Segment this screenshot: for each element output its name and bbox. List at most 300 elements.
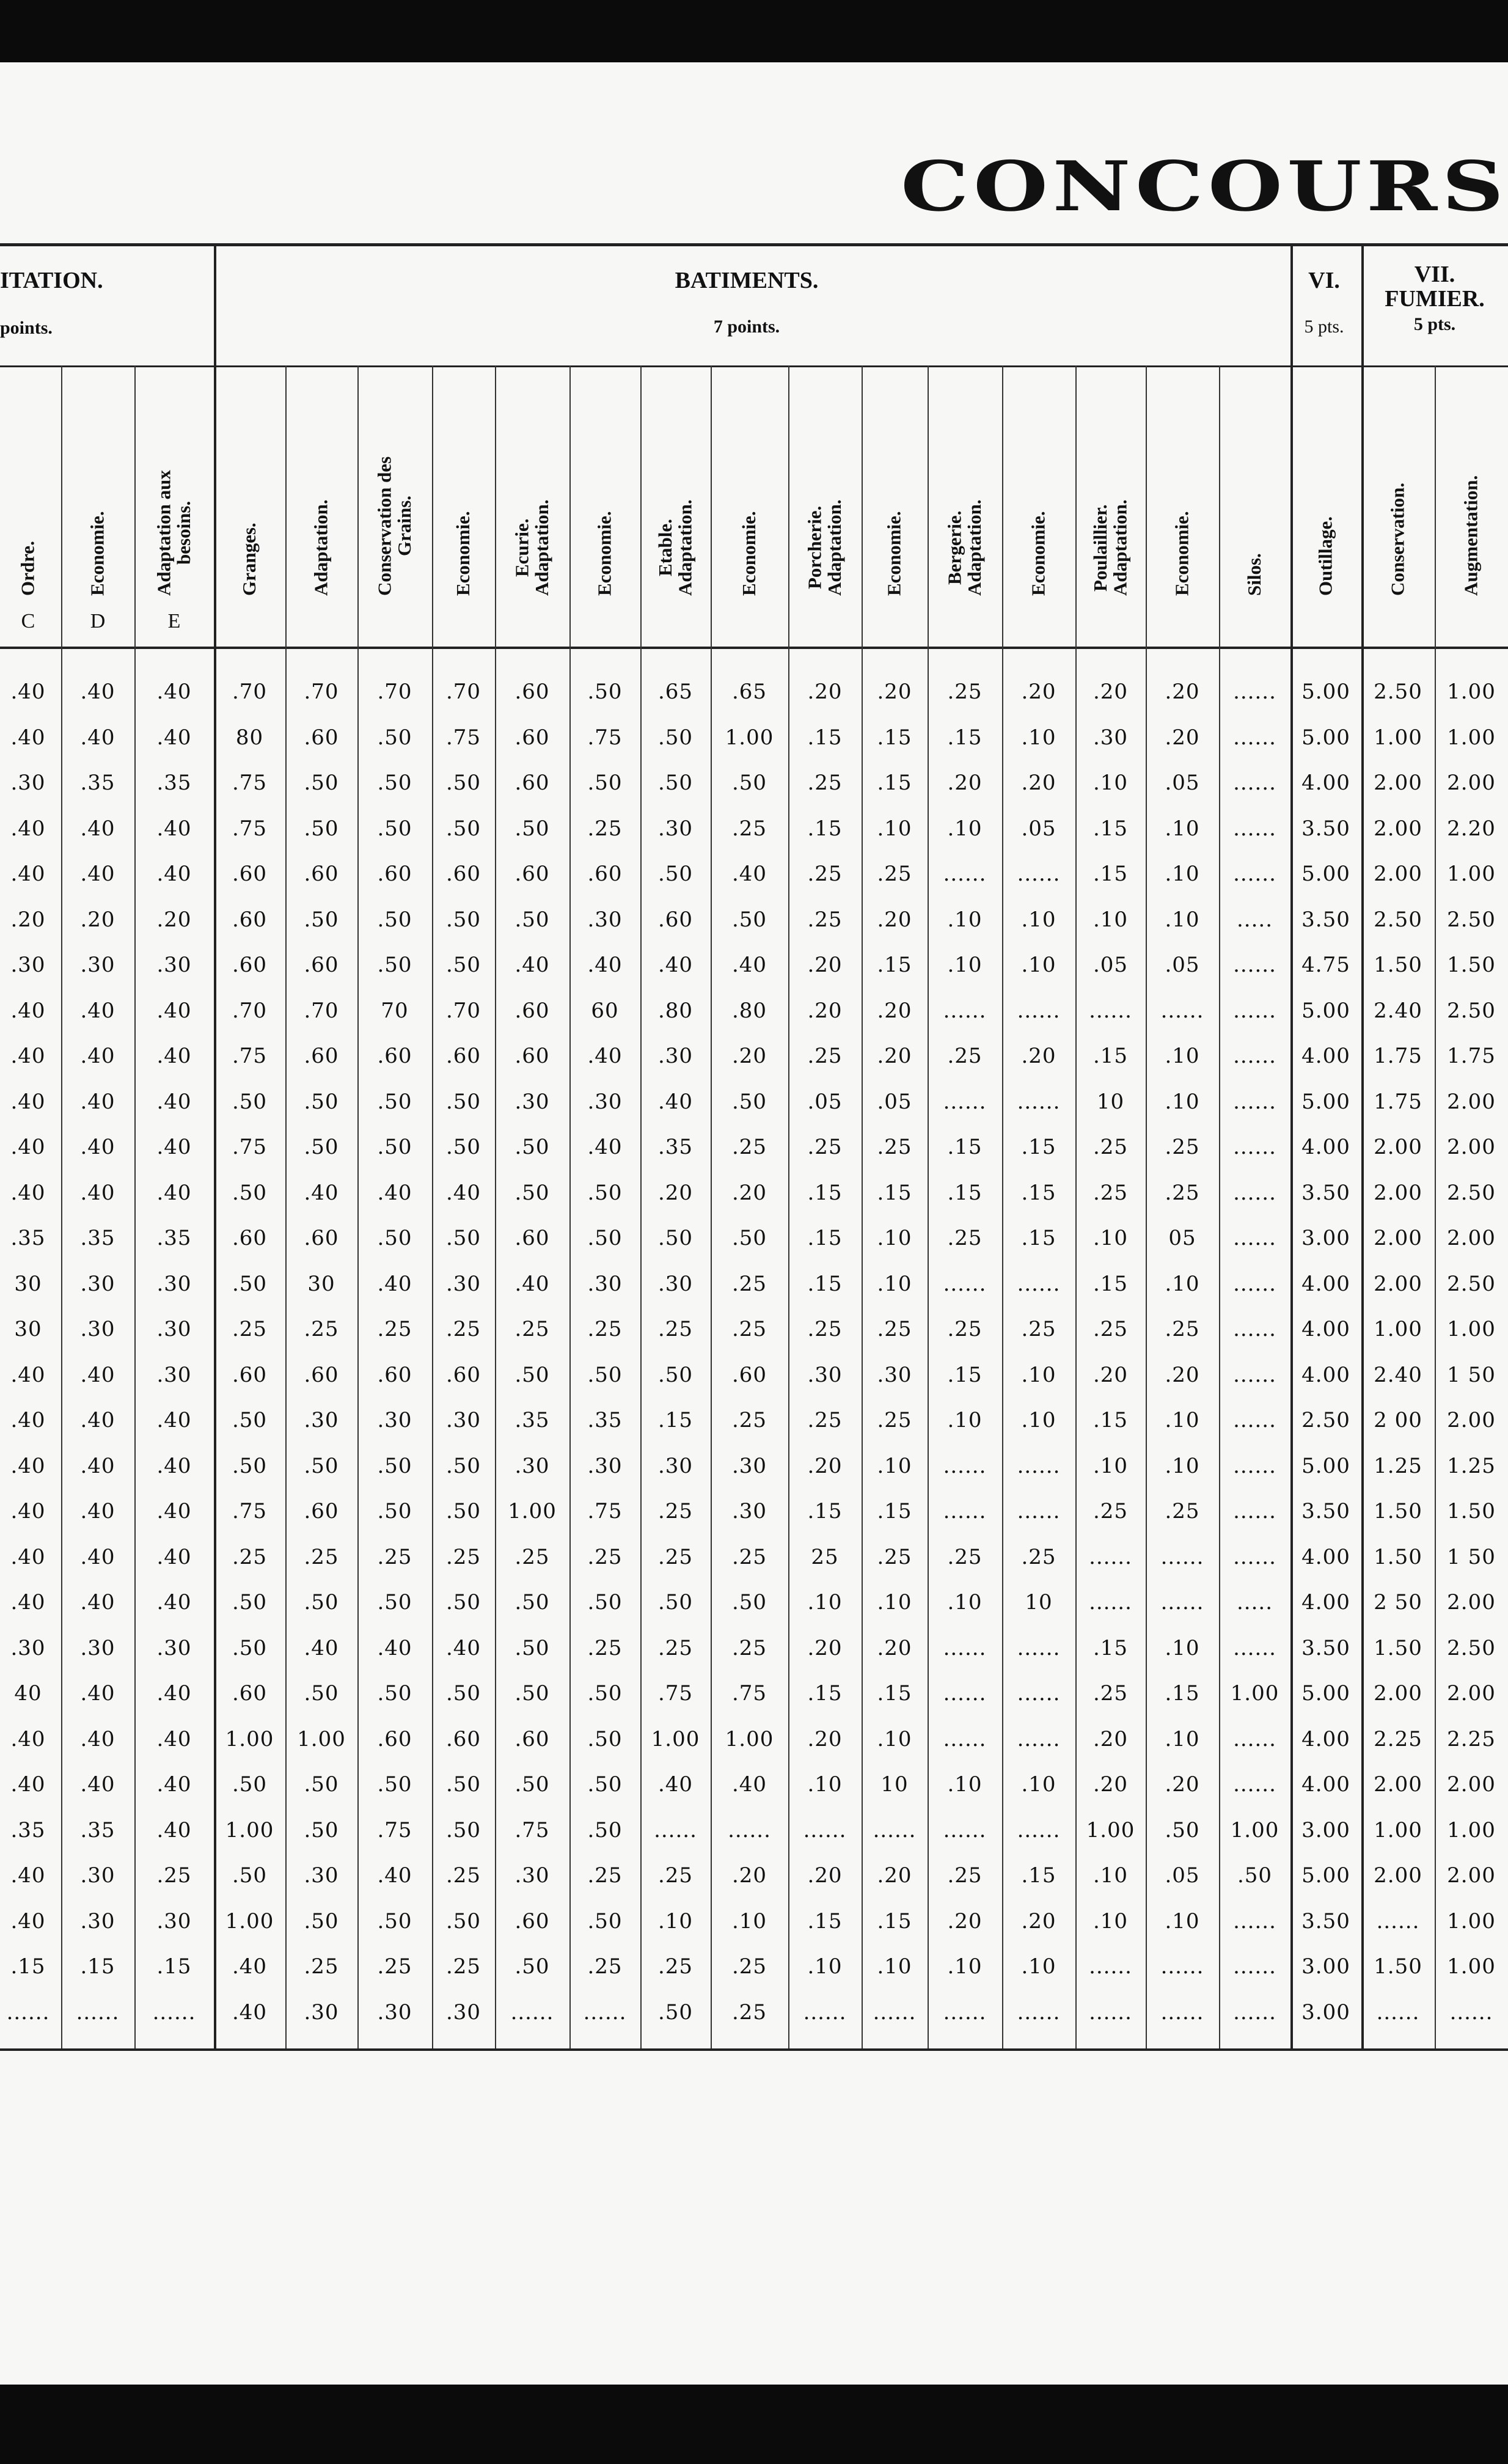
table-cell: 1.50: [1374, 1499, 1422, 1524]
table-cell: ......: [583, 2000, 627, 2025]
table-cell: 25: [811, 1544, 839, 1569]
table-cell: ......: [803, 1817, 847, 1843]
table-cell: 1.25: [1447, 1453, 1496, 1478]
table-cell: .60: [514, 998, 550, 1023]
table-cell: .40: [80, 1362, 115, 1387]
column-letter: C: [21, 610, 35, 632]
table-cell: 2.50: [1447, 907, 1496, 932]
table-cell: .30: [657, 816, 694, 841]
group-header-rule: [0, 365, 1508, 367]
table-cell: ......: [1089, 1544, 1132, 1569]
table-cell: .10: [1021, 1954, 1056, 1979]
table-cell: .10: [947, 1954, 983, 1979]
table-cell: .25: [377, 1954, 412, 1979]
table-cell: .30: [156, 1317, 192, 1341]
table-cell: .25: [1165, 1180, 1200, 1205]
table-cell: .40: [377, 1271, 412, 1296]
table-cell: 10: [1025, 1590, 1053, 1615]
column-header: Economie.: [738, 511, 760, 596]
table-cell: .10: [1021, 1408, 1056, 1432]
table-cell: ......: [1233, 680, 1276, 704]
table-cell: .15: [807, 1226, 843, 1250]
table-cell: .65: [657, 680, 694, 704]
table-cell: .60: [514, 1909, 550, 1934]
table-cell: 3.50: [1301, 907, 1350, 932]
table-cell: .30: [657, 1453, 694, 1478]
table-cell: ......: [943, 998, 987, 1023]
table-cell: .25: [514, 1317, 550, 1341]
table-cell: .40: [80, 1180, 115, 1205]
table-cell: .05: [1165, 771, 1200, 795]
table-cell: .20: [877, 1044, 912, 1068]
table-cell: .20: [1021, 1909, 1056, 1934]
table-cell: .10: [1021, 1772, 1056, 1797]
table-cell: 2.00: [1447, 1226, 1496, 1250]
table-cell: .60: [232, 907, 268, 932]
table-cell: 1.50: [1374, 1954, 1422, 1979]
table-cell: .50: [587, 1817, 623, 1843]
table-cell: .40: [10, 1362, 46, 1387]
table-cell: 2.20: [1447, 816, 1496, 841]
table-cell: 2.00: [1374, 862, 1422, 886]
table-cell: .50: [232, 1089, 268, 1114]
table-cell: .75: [232, 1135, 268, 1159]
table-cell: .25: [657, 1635, 694, 1660]
table-cell: 4.00: [1301, 1726, 1350, 1751]
table-cell: .50: [232, 1635, 268, 1660]
table-cell: .50: [445, 907, 481, 932]
table-cell: ......: [1160, 1544, 1204, 1569]
table-cell: .50: [514, 1590, 550, 1615]
table-cell: .50: [377, 953, 412, 977]
table-cell: 2.00: [1447, 1772, 1496, 1797]
table-cell: .30: [731, 1453, 767, 1478]
table-cell: 30: [14, 1317, 42, 1341]
table-bottom-rule: [0, 2048, 1508, 2051]
table-cell: .15: [1093, 1635, 1129, 1660]
table-cell: .50: [445, 1499, 481, 1524]
table-cell: 2.50: [1374, 907, 1422, 932]
table-cell: .25: [587, 1544, 623, 1569]
table-cell: .25: [947, 1317, 983, 1341]
table-cell: 2.25: [1374, 1726, 1422, 1751]
table-cell: 2.50: [1447, 1180, 1496, 1205]
table-cell: .40: [304, 1635, 339, 1660]
table-cell: .40: [232, 1954, 268, 1979]
column-header: Etable. Adaptation.: [654, 499, 696, 596]
table-cell: .15: [877, 1180, 912, 1205]
table-cell: .40: [80, 816, 115, 841]
top-black-border: [0, 0, 1508, 62]
table-cell: .30: [304, 1863, 339, 1888]
table-cell: .30: [445, 1408, 481, 1432]
table-cell: ......: [1449, 2000, 1493, 2025]
table-cell: .60: [304, 1044, 339, 1068]
table-cell: .25: [587, 1954, 623, 1979]
table-cell: .40: [10, 1408, 46, 1432]
table-cell: ......: [943, 1271, 987, 1296]
table-cell: 1.00: [1447, 862, 1496, 886]
column-header: Porcherie. Adaptation.: [803, 499, 845, 596]
table-cell: 4.00: [1301, 1362, 1350, 1387]
table-cell: 1.00: [1374, 1817, 1422, 1843]
table-cell: .30: [156, 1271, 192, 1296]
table-cell: .40: [731, 953, 767, 977]
table-cell: .10: [947, 816, 983, 841]
table-cell: .30: [514, 1863, 550, 1888]
table-cell: .25: [377, 1317, 412, 1341]
table-cell: ......: [1089, 2000, 1132, 2025]
table-cell: .50: [445, 816, 481, 841]
table-cell: .50: [304, 907, 339, 932]
table-cell: 1.75: [1374, 1044, 1422, 1068]
table-cell: .40: [10, 862, 46, 886]
table-cell: .40: [80, 1544, 115, 1569]
table-cell: ......: [1233, 1317, 1276, 1341]
table-cell: .15: [156, 1954, 192, 1979]
table-cell: ......: [1376, 1909, 1420, 1934]
table-cell: .10: [1093, 1453, 1129, 1478]
table-cell: .40: [731, 1772, 767, 1797]
table-cell: .35: [10, 1817, 46, 1843]
table-cell: .40: [377, 1863, 412, 1888]
table-cell: .40: [10, 1135, 46, 1159]
group-fumier-label: VII. FUMIER.: [1385, 262, 1485, 312]
table-cell: .25: [731, 1317, 767, 1341]
table-cell: .50: [587, 1226, 623, 1250]
table-cell: .05: [807, 1089, 843, 1114]
table-cell: .40: [80, 1772, 115, 1797]
table-cell: 1.00: [1447, 1954, 1496, 1979]
table-cell: .15: [947, 725, 983, 750]
table-cell: 2.00: [1374, 1863, 1422, 1888]
table-cell: .40: [80, 1453, 115, 1478]
table-cell: 40: [14, 1681, 42, 1706]
table-cell: .15: [807, 1271, 843, 1296]
table-cell: ......: [1233, 725, 1276, 750]
table-cell: 2.50: [1301, 1408, 1350, 1432]
table-cell: 10: [1096, 1089, 1125, 1114]
table-cell: .50: [377, 771, 412, 795]
table-cell: .15: [80, 1954, 115, 1979]
table-cell: .40: [587, 1044, 623, 1068]
table-cell: 2.00: [1447, 1408, 1496, 1432]
table-cell: ......: [1017, 1681, 1061, 1706]
table-cell: .20: [877, 1863, 912, 1888]
table-cell: .75: [232, 1044, 268, 1068]
table-cell: .15: [877, 953, 912, 977]
group-batiments-points: 7 points.: [713, 317, 780, 337]
table-cell: .60: [514, 1044, 550, 1068]
column-header: Economie.: [86, 511, 108, 596]
table-cell: .10: [1165, 907, 1200, 932]
table-cell: .25: [807, 907, 843, 932]
table-cell: ......: [1233, 1635, 1276, 1660]
table-cell: .40: [10, 1089, 46, 1114]
table-cell: 4.00: [1301, 1772, 1350, 1797]
table-cell: .30: [80, 1271, 115, 1296]
column-header: Ecurie. Adaptation.: [511, 499, 552, 596]
table-cell: .30: [377, 2000, 412, 2025]
table-cell: .70: [445, 680, 481, 704]
table-cell: ......: [1233, 1044, 1276, 1068]
table-cell: .75: [445, 725, 481, 750]
table-cell: ......: [1017, 1499, 1061, 1524]
table-cell: 2.00: [1374, 771, 1422, 795]
table-cell: ......: [1089, 1590, 1132, 1615]
table-cell: .75: [232, 816, 268, 841]
table-cell: .50: [232, 1772, 268, 1797]
table-cell: .25: [877, 1408, 912, 1432]
table-cell: .40: [587, 953, 623, 977]
table-cell: 1.00: [1230, 1817, 1279, 1843]
table-cell: .50: [304, 1772, 339, 1797]
table-cell: ......: [1233, 1089, 1276, 1114]
table-cell: .35: [156, 771, 192, 795]
table-cell: .50: [232, 1453, 268, 1478]
table-cell: .80: [731, 998, 767, 1023]
table-cell: .10: [807, 1772, 843, 1797]
table-cell: .50: [304, 1817, 339, 1843]
table-cell: .10: [947, 1408, 983, 1432]
table-cell: ......: [1233, 1499, 1276, 1524]
table-cell: .25: [947, 680, 983, 704]
table-cell: 1.00: [1374, 725, 1422, 750]
table-cell: ......: [1376, 2000, 1420, 2025]
table-cell: .50: [377, 1499, 412, 1524]
table-cell: 2.00: [1447, 1863, 1496, 1888]
table-cell: .15: [1021, 1863, 1056, 1888]
table-cell: 1 50: [1447, 1544, 1496, 1569]
table-cell: .25: [587, 1863, 623, 1888]
table-cell: 1.50: [1374, 1635, 1422, 1660]
table-cell: ......: [1017, 1453, 1061, 1478]
table-cell: .50: [587, 1909, 623, 1934]
table-cell: 3.50: [1301, 1909, 1350, 1934]
table-cell: .40: [156, 1817, 192, 1843]
table-cell: ......: [873, 2000, 917, 2025]
table-cell: 1.75: [1374, 1089, 1422, 1114]
table-cell: 3.50: [1301, 1635, 1350, 1660]
table-cell: .25: [1093, 1135, 1129, 1159]
table-cell: 3.50: [1301, 1499, 1350, 1524]
table-cell: 2.40: [1374, 1362, 1422, 1387]
table-cell: 4.00: [1301, 1135, 1350, 1159]
table-cell: .25: [731, 816, 767, 841]
table-cell: 1.75: [1447, 1044, 1496, 1068]
table-cell: .05: [1165, 953, 1200, 977]
table-cell: .30: [731, 1499, 767, 1524]
table-cell: .25: [807, 862, 843, 886]
table-cell: .40: [10, 1544, 46, 1569]
table-cell: .20: [156, 907, 192, 932]
table-cell: .10: [947, 907, 983, 932]
table-cell: .25: [731, 1271, 767, 1296]
table-cell: .40: [156, 1772, 192, 1797]
table-cell: ......: [1017, 2000, 1061, 2025]
column-header: Bergerie. Adaptation.: [943, 499, 985, 596]
table-cell: .25: [587, 1635, 623, 1660]
table-cell: .50: [731, 1226, 767, 1250]
table-cell: ......: [1160, 2000, 1204, 2025]
table-cell: ......: [1233, 1271, 1276, 1296]
table-cell: 1.50: [1374, 1544, 1422, 1569]
table-cell: .25: [1165, 1317, 1200, 1341]
table-cell: 1.00: [297, 1726, 346, 1751]
table-cell: .40: [10, 1772, 46, 1797]
table-cell: .20: [1021, 1044, 1056, 1068]
table-cell: .30: [657, 1044, 694, 1068]
table-cell: 1 50: [1447, 1362, 1496, 1387]
table-cell: .10: [731, 1909, 767, 1934]
table-cell: .20: [731, 1044, 767, 1068]
table-cell: .40: [156, 1453, 192, 1478]
table-cell: 3.00: [1301, 2000, 1350, 2025]
table-cell: .60: [445, 1726, 481, 1751]
table-cell: .50: [445, 771, 481, 795]
table-cell: .10: [1021, 725, 1056, 750]
table-cell: .20: [731, 1863, 767, 1888]
table-cell: ......: [1233, 1226, 1276, 1250]
table-cell: .25: [514, 1544, 550, 1569]
table-cell: .20: [877, 680, 912, 704]
table-cell: .20: [807, 998, 843, 1023]
table-cell: .....: [1236, 1590, 1273, 1615]
table-cell: .50: [304, 1590, 339, 1615]
table-cell: .30: [80, 1635, 115, 1660]
table-cell: ......: [1233, 1362, 1276, 1387]
column-header: Adaptation.: [310, 499, 332, 596]
table-cell: .30: [807, 1362, 843, 1387]
table-cell: 10: [880, 1772, 909, 1797]
table-cell: .50: [445, 1135, 481, 1159]
table-cell: .50: [514, 1954, 550, 1979]
table-cell: .50: [587, 1180, 623, 1205]
table-cell: .75: [232, 771, 268, 795]
table-cell: .10: [947, 1590, 983, 1615]
table-cell: .30: [514, 1089, 550, 1114]
table-cell: .30: [445, 2000, 481, 2025]
table-cell: ......: [1233, 953, 1276, 977]
table-cell: .50: [445, 1590, 481, 1615]
table-cell: .10: [1165, 816, 1200, 841]
table-cell: 1.00: [1374, 1317, 1422, 1341]
column-header: Economie.: [883, 511, 905, 596]
table-cell: 2.00: [1374, 1271, 1422, 1296]
table-cell: .10: [807, 1954, 843, 1979]
table-cell: .50: [657, 771, 694, 795]
table-cell: .40: [377, 1180, 412, 1205]
table-cell: .60: [657, 907, 694, 932]
table-cell: ......: [1160, 1954, 1204, 1979]
table-cell: .20: [877, 907, 912, 932]
table-cell: .10: [1093, 907, 1129, 932]
table-cell: .40: [156, 1499, 192, 1524]
table-cell: .40: [80, 680, 115, 704]
table-cell: .10: [947, 953, 983, 977]
table-cell: .50: [304, 1089, 339, 1114]
table-cell: .25: [1021, 1544, 1056, 1569]
table-cell: ......: [1089, 1954, 1132, 1979]
table-cell: 80: [235, 725, 264, 750]
table-cell: .20: [807, 953, 843, 977]
table-cell: 4.00: [1301, 1271, 1350, 1296]
table-cell: 1.00: [1447, 680, 1496, 704]
table-cell: .25: [807, 771, 843, 795]
table-cell: .50: [445, 1681, 481, 1706]
table-cell: .25: [657, 1954, 694, 1979]
table-cell: .50: [232, 1590, 268, 1615]
table-cell: .20: [1165, 1362, 1200, 1387]
table-cell: .40: [657, 953, 694, 977]
table-cell: .30: [1093, 725, 1129, 750]
table-cell: .40: [156, 1590, 192, 1615]
table-cell: .25: [1093, 1681, 1129, 1706]
table-cell: ......: [76, 2000, 120, 2025]
table-cell: .20: [1021, 771, 1056, 795]
table-cell: .15: [657, 1408, 694, 1432]
table-cell: .10: [877, 1453, 912, 1478]
table-cell: 30: [307, 1271, 335, 1296]
group-fumier-points: 5 pts.: [1413, 314, 1456, 334]
table-cell: .75: [731, 1681, 767, 1706]
table-cell: .40: [10, 1909, 46, 1934]
table-cell: .40: [10, 1863, 46, 1888]
table-cell: .25: [657, 1544, 694, 1569]
column-header: Silos.: [1243, 553, 1265, 596]
table-cell: .50: [657, 1226, 694, 1250]
table-cell: ......: [943, 1453, 987, 1478]
table-cell: .15: [1093, 1271, 1129, 1296]
table-cell: .20: [807, 1453, 843, 1478]
table-cell: .50: [731, 1590, 767, 1615]
group-exploitation-label: ITATION.: [0, 268, 103, 293]
table-cell: .50: [304, 1135, 339, 1159]
table-cell: .10: [1165, 1408, 1200, 1432]
table-cell: .10: [1093, 1909, 1129, 1934]
table-cell: 1.00: [1447, 725, 1496, 750]
table-cell: .60: [445, 1362, 481, 1387]
column-header: Granges.: [238, 522, 260, 596]
table-cell: 2.50: [1447, 998, 1496, 1023]
table-cell: .15: [947, 1135, 983, 1159]
page-title: CONCOURS: [900, 147, 1508, 227]
table-cell: 05: [1168, 1226, 1196, 1250]
table-cell: ......: [1017, 1726, 1061, 1751]
column-header: Outillage.: [1314, 516, 1336, 596]
table-cell: .75: [377, 1817, 412, 1843]
table-cell: .50: [377, 1135, 412, 1159]
table-cell: .40: [156, 1180, 192, 1205]
table-cell: .30: [10, 953, 46, 977]
table-cell: .25: [877, 1135, 912, 1159]
table-cell: 4.00: [1301, 1544, 1350, 1569]
table-cell: .50: [304, 1453, 339, 1478]
table-cell: 2 00: [1374, 1408, 1422, 1432]
table-cell: .40: [80, 862, 115, 886]
table-cell: .25: [947, 1863, 983, 1888]
table-cell: .30: [445, 1271, 481, 1296]
table-cell: ......: [1017, 1817, 1061, 1843]
table-cell: .60: [232, 1226, 268, 1250]
table-cell: 5.00: [1301, 1453, 1350, 1478]
table-cell: 5.00: [1301, 1089, 1350, 1114]
table-cell: .60: [304, 1499, 339, 1524]
table-cell: .20: [657, 1180, 694, 1205]
table-cell: .35: [80, 771, 115, 795]
table-cell: .30: [587, 1089, 623, 1114]
table-cell: .50: [514, 907, 550, 932]
